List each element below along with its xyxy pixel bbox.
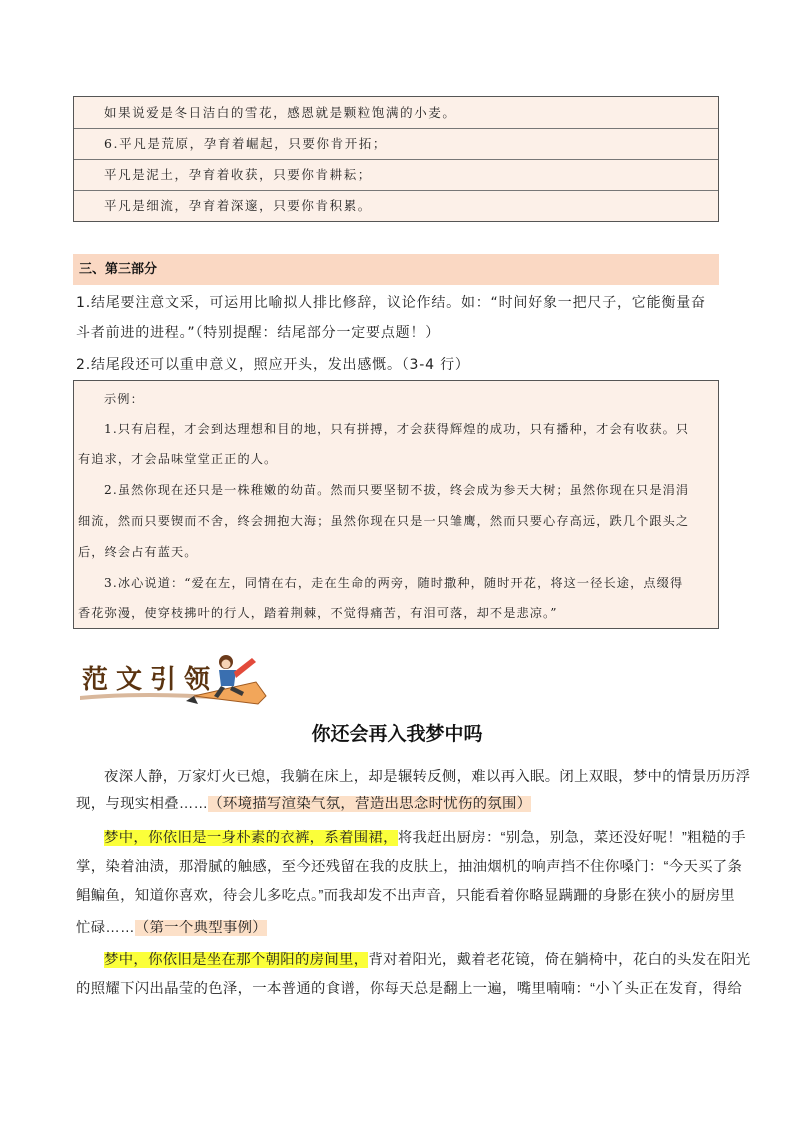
banner-graphic — [76, 652, 274, 710]
paragraph-line: 斗者前进的进程。”（特别提醒：结尾部分一定要点题！） — [76, 325, 441, 341]
quote-row: 平凡是泥土，孕育着收获，只要你肯耕耘； — [74, 159, 718, 191]
section-heading: 三、第三部分 — [73, 254, 719, 285]
example-line: 后，终会占有蓝天。 — [78, 545, 198, 559]
essay-text: 现，与现实相叠…… — [76, 796, 209, 812]
highlighted-text: 梦中，你依旧是坐在那个朝阳的房间里， — [104, 952, 369, 968]
example-line: 示例： — [104, 392, 144, 406]
example-box — [73, 380, 719, 629]
paragraph-line: 1.结尾要注意文采，可运用比喻拟人排比修辞，议论作结。如：“时间好象一把尺子，它能衡量奋 — [76, 295, 706, 311]
essay-line — [104, 826, 746, 847]
essay-line — [104, 948, 750, 969]
example-line: 有追求，才会品味堂堂正正的人。 — [78, 452, 278, 466]
paragraph-line: 2.结尾段还可以重申意义，照应开头，发出感慨。（3-4 行） — [76, 357, 470, 373]
essay-line — [76, 792, 531, 813]
annotation-note: （环境描写渲染气氛，营造出思念时忧伤的氛围） — [208, 796, 532, 812]
essay-line: 鲳鳊鱼，知道你喜欢，待会儿多吃点。”而我却发不出声音，只能看着你略显蹒跚的身影在狭小的厨房里 — [76, 888, 735, 904]
essay-text: 背对着阳光，戴着老花镜，倚在躺椅中，花白的头发在阳光 — [368, 952, 751, 968]
essay-text: 将我赶出厨房：“别急，别急，菜还没好呢！”粗糙的手 — [397, 830, 746, 846]
annotation-note: （第一个典型事例） — [134, 920, 267, 936]
highlighted-text: 梦中，你依旧是一身朴素的衣裤，系着围裙， — [104, 830, 398, 846]
banner-text: 范文引领 — [82, 665, 219, 695]
example-line: 3.冰心说道：“爱在左，同情在右，走在生命的两旁，随时撒种，随时开花，将这一径长途，点缀得 — [104, 576, 684, 590]
essay-line: 掌，染着油渍，那滑腻的触感，至今还残留在我的皮肤上，抽油烟机的响声挡不住你嗓门：“今天买了条 — [76, 859, 743, 875]
quote-row: 如果说爱是冬日洁白的雪花，感恩就是颗粒饱满的小麦。 — [74, 97, 718, 129]
essay-text: 忙碌…… — [76, 920, 135, 936]
quote-row: 6.平凡是荒原，孕育着崛起，只要你肯开拓； — [74, 128, 718, 160]
essay-title: 你还会再入我梦中吗 — [311, 723, 483, 745]
essay-line — [76, 916, 267, 937]
quote-row: 平凡是细流，孕育着深邃，只要你肯积累。 — [104, 198, 372, 213]
essay-line: 的照耀下闪出晶莹的色泽，一本普通的食谱，你每天总是翻上一遍，嘴里喃喃：“小丫头正在发育，得给 — [76, 981, 743, 997]
example-line: 2.虽然你现在还只是一株稚嫩的幼苗。然而只要坚韧不拔，终会成为参天大树；虽然你现在只是涓涓 — [104, 483, 690, 497]
example-line: 香花弥漫，使穿枝拂叶的行人，踏着荆棘，不觉得痛苦，有泪可落，却不是悲凉。” — [78, 606, 558, 620]
example-line: 细流，然而只要锲而不舍，终会拥抱大海；虽然你现在只是一只雏鹰，然而只要心存高远，跌几个跟头之 — [78, 514, 690, 528]
quote-box-1 — [73, 96, 719, 222]
essay-line: 夜深人静，万家灯火已熄，我躺在床上，却是辗转反侧，难以再入眠。闭上双眼，梦中的情景历历浮 — [104, 769, 751, 785]
example-line: 1.只有启程，才会到达理想和目的地，只有拼搏，才会获得辉煌的成功，只有播种，才会有收获。只 — [104, 422, 690, 436]
section-banner — [76, 652, 274, 710]
